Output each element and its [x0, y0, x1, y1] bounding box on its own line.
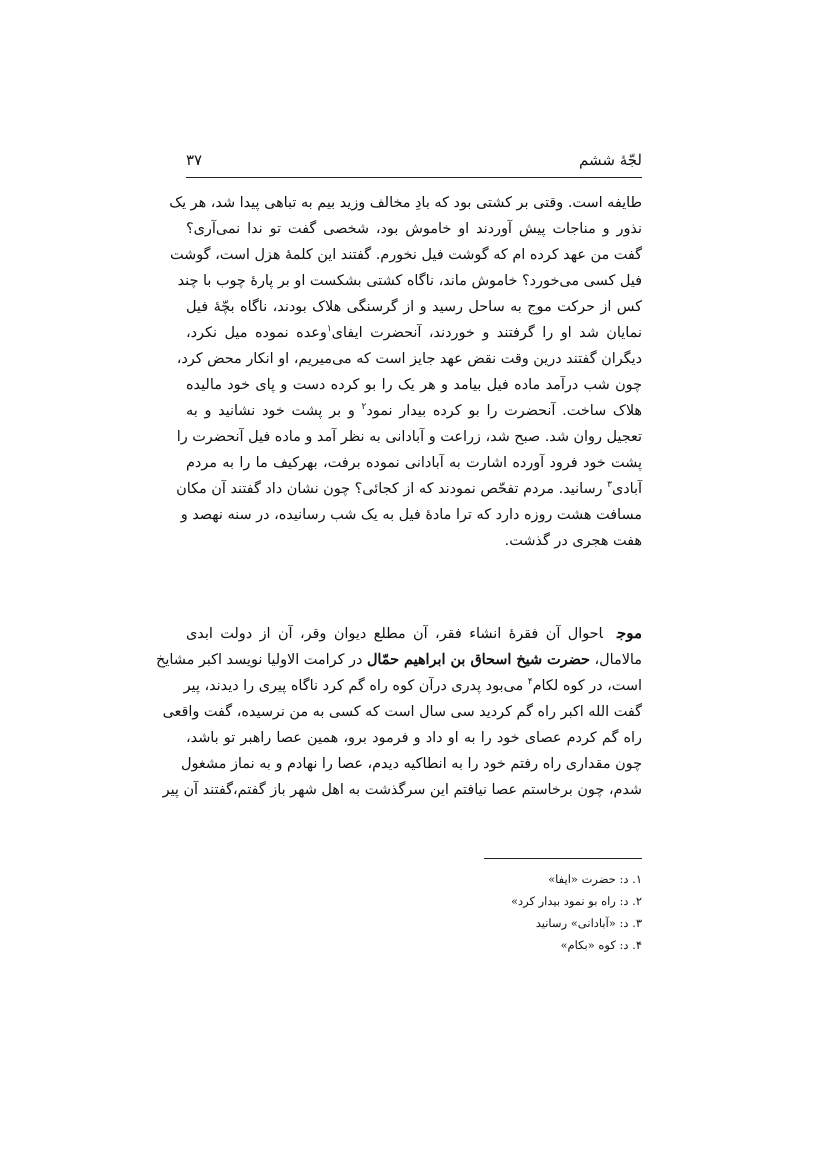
footnote-rule [484, 858, 642, 859]
header-rule [186, 177, 642, 178]
text-line: گفت الله اکبر راه گم کردید سی سال است که کسی به من نرسیده، گفت واقعی [162, 704, 642, 720]
footnote-2: ۲. د: راه بو نمود بیدار کرد» [510, 894, 642, 908]
text-line: آبادی$^۳$ رسانید. مردم تفحّص نمودند که از کجائی؟ چون نشان داد گفتند آن مکان [176, 480, 642, 497]
page-number: ۳۷ [186, 151, 203, 169]
chapter-title: لجّهٔ ششم [579, 151, 642, 169]
text-line: دیگران گفتند درین وقت نقض عهد جایز است که می‌میریم، او انکار محض کرد، [176, 351, 642, 367]
text-line: موجاحوال آن فقرهٔ انشاء فقر، آن مطلع دیوان وقر، آن از دولت ابدی [186, 624, 642, 642]
text-line: هلاک ساخت. آنحضرت را بو کرده بیدار نمود$^۲$ و بر پشت خود نشانید و به [186, 402, 642, 419]
paragraph-2 [156, 620, 642, 803]
entry-keyword: موج [616, 624, 642, 642]
text-line: پشت خود فرود آورده اشارت به آبادانی نموده برفت، بهرکیف ما را به مردم [186, 455, 642, 471]
person-name: حضرت شیخ اسحاق بن ابراهیم حمّال [366, 651, 590, 668]
text-line: فیل کسی می‌خورد؟ خاموش ماند، ناگاه کشتی بشکست او بر پارهٔ چوب با چند [177, 273, 642, 289]
text-line: مسافت هشت روزه دارد که ترا مادهٔ فیل به یک شب رسانیده، در سنه نهصد و [180, 507, 642, 523]
text-line: هفت هجری در گذشت. [504, 533, 642, 549]
running-header [186, 147, 642, 177]
text-line: راه گم کردم عصای خود را به او داد و فرمود برو، همین عصا راهبر تو باشد، [186, 730, 642, 746]
footnote-ref[interactable]: ۳ [607, 480, 612, 491]
text-line: نمایان شد او را گرفتند و خوردند، آنحضرت ایفای$^۱$وعده نموده میل نکرد، [186, 324, 642, 341]
footnote-3: ۳. د: «آبادانی» رسانید [535, 916, 642, 930]
footnote-1: ۱. د: حضرت «ایفا» [548, 872, 642, 886]
footnote-ref[interactable]: ۲ [361, 402, 367, 413]
text-line: است، در کوه لکام$^۴$ می‌بود پدری درآن کوه راه گم کرد ناگاه پیری را دیدند، پیر [183, 677, 642, 694]
footnote-ref[interactable]: ۱ [326, 324, 332, 335]
text-line: چون شب درآمد ماده فیل بیامد و هر یک را بو کرده دست و پای خود مالیده [186, 377, 642, 393]
text-line: چون مقداری راه رفتم خود را به انطاکیه دیدم، عصا را نهادم و به نماز مشغول [181, 756, 642, 772]
footnote-4: ۴. د: کوه «بکام» [560, 938, 642, 952]
text-line: مالامال، حضرت شیخ اسحاق بن ابراهیم حمّال در کرامت الاولیا نویسد اکبر مشایخ [156, 651, 642, 668]
paragraph-1 [169, 190, 642, 554]
footnotes [382, 868, 642, 956]
text-line: گفت من عهد کرده ام که گوشت فیل نخورم. گفتند این کلمهٔ هزل است، گوشت [170, 247, 642, 263]
text-line: شدم، چون برخاستم عصا نیافتم این سرگذشت به اهل شهر باز گفتم،گفتند آن پیر [162, 782, 642, 798]
text-line: کس از حرکت موج به ساحل رسید و از گرسنگی هلاک بودند، ناگاه بچّهٔ فیل [186, 299, 642, 315]
footnote-ref[interactable]: ۴ [527, 677, 533, 688]
text-line: تعجیل روان شد. صبح شد، زراعت و آبادانی به نظر آمد و ماده فیل آنحضرت را [176, 429, 642, 445]
text-line: طایفه است. وقتی بر کشتی بود که بادِ مخالف وزید بیم به تباهی پیدا شد، هر یک [169, 195, 642, 211]
text-line: نذور و مناجات پیش آوردند او خاموش بود، شخصی گفت تو ندا نمی‌آری؟ [186, 221, 642, 237]
